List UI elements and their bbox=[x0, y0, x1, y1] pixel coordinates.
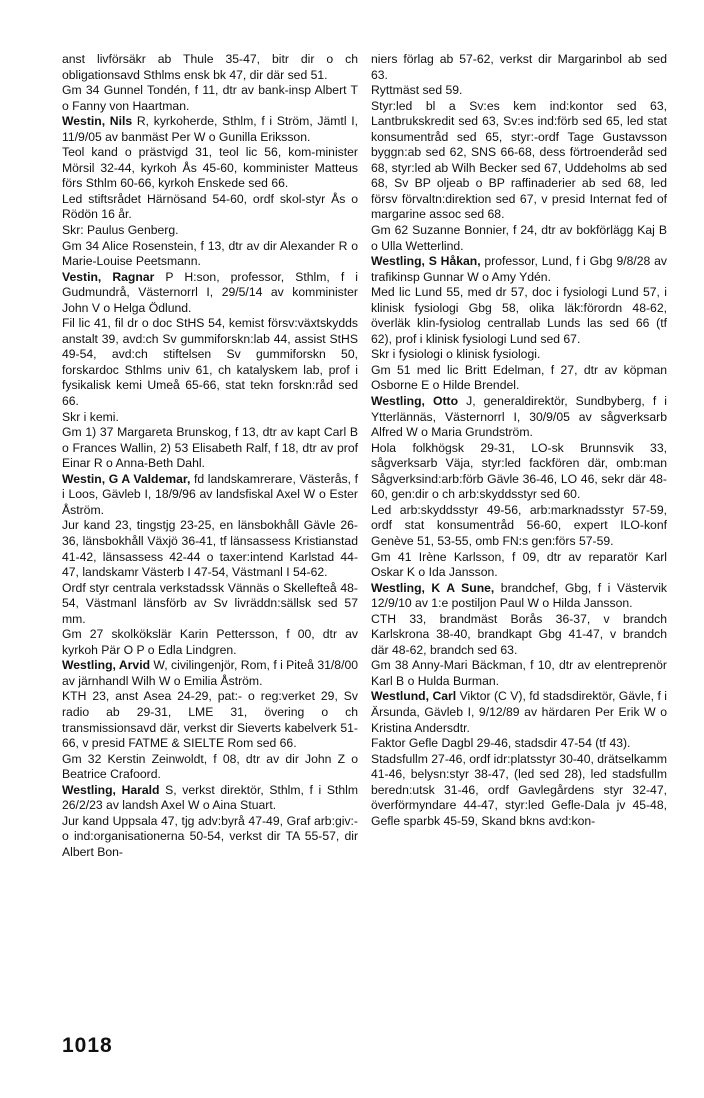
text-paragraph bbox=[371, 503, 667, 550]
entry-text: Led arb:skyddsstyr 49-56, arb:marknadsstyr 57-59, ordf stat konsumentråd 56-60, expert ILO-konf Genève 51, 53-55, omb FN:s gen:förs 57-59. bbox=[371, 502, 667, 548]
biography-entry bbox=[371, 394, 667, 441]
entry-text: anst livförsäkr ab Thule 35-47, bitr dir o ch obligationsavd Sthlms ensk bk 47, dir där sed 51. bbox=[62, 52, 358, 82]
text-paragraph bbox=[62, 518, 358, 580]
entry-text: Skr i fysiologi o klinisk fysiologi. bbox=[371, 347, 541, 362]
text-paragraph bbox=[371, 441, 667, 503]
text-paragraph bbox=[62, 316, 358, 409]
entry-text: niers förlag ab 57-62, verkst dir Margarinbol ab sed 63. bbox=[371, 52, 667, 82]
left-column bbox=[62, 52, 358, 860]
entry-name: Westling, Arvid bbox=[62, 658, 151, 673]
entry-name: Vestin, Ragnar bbox=[62, 269, 155, 284]
text-paragraph bbox=[62, 239, 358, 270]
text-paragraph bbox=[62, 52, 358, 83]
entry-text: fd landskamrerare, Västerås, f i Loos, Gävleb I, 18/9/96 av landsfiskal Axel W o Ester Åström. bbox=[62, 471, 359, 517]
entry-text: Gm 34 Gunnel Tondén, f 11, dtr av bank-insp Albert T o Fanny von Haartman. bbox=[62, 83, 358, 113]
text-paragraph bbox=[371, 736, 667, 752]
entry-text: Led stiftsrådet Härnösand 54-60, ordf skol-styr Ås o Rödön 16 år. bbox=[62, 191, 358, 222]
entry-text: Jur kand Uppsala 47, tjg adv:byrå 47-49, Graf arb:giv:- o ind:organisationerna 50-54, verkst dir TA 55-57, dir Albert Bon- bbox=[62, 813, 358, 859]
right-column bbox=[371, 52, 667, 829]
text-paragraph bbox=[371, 612, 667, 659]
entry-text: S, verkst direktör, Sthlm, f i Sthlm 26/2/23 av landsh Axel W o Aina Stuart. bbox=[62, 782, 358, 813]
text-paragraph bbox=[371, 52, 667, 83]
biography-entry bbox=[62, 472, 358, 519]
entry-text: brandchef, Gbg, f i Västervik 12/9/10 av 1:e postiljon Paul W o Hilda Jansson. bbox=[371, 580, 667, 611]
text-paragraph bbox=[62, 689, 358, 751]
entry-name: Westling, K A Sune, bbox=[371, 580, 495, 595]
text-paragraph bbox=[371, 363, 667, 394]
entry-text: Fil lic 41, fil dr o doc StHS 54, kemist försv:växtskydds anstalt 39, avd:ch Sv gummiforskn:lab 44, assist StHS 49-54, avd:ch stiftelsen Sv gummiforskn 50, forskardoc Sthlms univ 61, ch katalyskem lab, prof i fysikalisk kemi Umeå 65-66, stat tekn forskn:råd sed 66. bbox=[62, 316, 358, 409]
entry-text: Gm 38 Anny-Mari Bäckman, f 10, dtr av elentreprenör Karl B o Hulda Burman. bbox=[371, 658, 667, 688]
entry-text: Gm 41 Irène Karlsson, f 09, dtr av reparatör Karl Oskar K o Ida Jansson. bbox=[371, 549, 667, 580]
text-paragraph bbox=[62, 425, 358, 472]
entry-text: Styr:led bl a Sv:es kem ind:kontor sed 63, Lantbrukskredit sed 63, Sv:es ind:förb sed 65, led stat konsumentråd sed 65, styr:-ordf Tage Gustavsson byggn:ab sed 62, SNS 66-68, dess förtroenderåd sed 68, styr:led ab Wilh Becker sed 67, Uddeholms ab sed 68, Sv BP oljeab o BP raffinaderier ab sed 68, led försv förvaltn:direktion sed 67, v presid Internat fed of margarine assoc sed 68. bbox=[371, 98, 667, 222]
entry-text: Teol kand o prästvigd 31, teol lic 56, kom-minister Mörsil 32-44, kyrkoh Ås 45-60, komminister Matteus förs Sthlm 60-66, kyrkoh Enskede sed 66. bbox=[62, 145, 358, 191]
text-paragraph bbox=[62, 581, 358, 628]
biography-entry bbox=[371, 689, 667, 736]
text-paragraph bbox=[62, 145, 358, 192]
entry-text: W, civilingenjör, Rom, f i Piteå 31/8/00 av järnhandl Wilh W o Emilia Åström. bbox=[62, 658, 359, 688]
text-paragraph bbox=[371, 83, 667, 99]
text-paragraph bbox=[62, 814, 358, 861]
entry-text: Gm 62 Suzanne Bonnier, f 24, dtr av bokförlägg Kaj B o Ulla Wetterlind. bbox=[371, 223, 667, 253]
entry-text: Skr i kemi. bbox=[62, 409, 119, 424]
biography-entry bbox=[371, 581, 667, 612]
entry-text: P H:son, professor, Sthlm, f i Gudmundrå, Västernorrl I, 29/5/14 av komminister John V o Helga Ödlund. bbox=[62, 269, 358, 315]
entry-text: Jur kand 23, tingstjg 23-25, en länsbokhåll Gävle 26-36, länsbokhåll Växjö 36-41, tf länsassess Kristianstad 41-42, länsassess 42-44 o taxer:intend Karlstad 44-47, landskamr Västerb I 47-54, Västmanl I 54-62. bbox=[62, 518, 358, 580]
text-paragraph bbox=[371, 658, 667, 689]
entry-text: CTH 33, brandmäst Borås 36-37, v brandch Karlskrona 38-40, brandkapt Gbg 41-47, v brandch där 48-62, brandch sed 63. bbox=[371, 611, 667, 657]
entry-name: Westlund, Carl bbox=[371, 689, 457, 704]
text-paragraph bbox=[371, 285, 667, 347]
entry-text: Stadsfullm 27-46, ordf idr:platsstyr 30-40, drätselkamm 41-46, belysn:styr 38-47, (led sed 28), led stadsfullm beredn:utsk 31-46, ordf Gavlegårdens styr 32-47, överförmyndare 44-47, styr:led Gefle-Dala jv 45-48, Gefle sparbk 45-59, Skand bkns avd:kon- bbox=[371, 751, 668, 828]
entry-text: KTH 23, anst Asea 24-29, pat:- o reg:verket 29, Sv radio ab 29-31, LME 31, övering o ch transmissionsavd där, verkst dir Sieverts kabelverk 51-66, v presid FATME & SIELTE Rom sed 66. bbox=[62, 689, 358, 751]
text-paragraph bbox=[371, 752, 667, 830]
entry-name: Westling, Otto bbox=[371, 394, 459, 409]
entry-text: Viktor (C V), fd stadsdirektör, Gävle, f i Ärsunda, Gävleb I, 9/12/89 av härdaren Per Erik W o Kristina Andersdtr. bbox=[371, 689, 667, 735]
text-paragraph bbox=[371, 550, 667, 581]
entry-text: Gm 51 med lic Britt Edelman, f 27, dtr av köpman Osborne E o Hilde Brendel. bbox=[371, 362, 667, 393]
entry-text: Gm 32 Kerstin Zeinwoldt, f 08, dtr av dir John Z o Beatrice Crafoord. bbox=[62, 751, 358, 782]
entry-text: Med lic Lund 55, med dr 57, doc i fysiologi Lund 57, i klinisk fysiologi Gbg 58, olika läk:förordn 48-62, överläk klin-fysiolog centrallab Lunds las sed 66 (tf 62), prof i klinisk fysiologi Lund sed 67. bbox=[371, 285, 667, 346]
text-paragraph bbox=[371, 99, 667, 223]
biography-entry bbox=[62, 114, 358, 145]
entry-text: Faktor Gefle Dagbl 29-46, stadsdir 47-54 (tf 43). bbox=[371, 736, 631, 751]
entry-text: Gm 34 Alice Rosenstein, f 13, dtr av dir Alexander R o Marie-Louise Peetsmann. bbox=[62, 238, 358, 269]
entry-name: Westling, Harald bbox=[62, 782, 160, 797]
entry-text: Ordf styr centrala verkstadssk Vännäs o Skellefteå 48-54, Västmanl länsförb av Sv livräddn:sällsk sed 57 mm. bbox=[62, 580, 358, 626]
text-paragraph bbox=[62, 223, 358, 239]
entry-text: Hola folkhögsk 29-31, LO-sk Brunnsvik 33, sågverksarb Väja, styr:led fackfören där, omb:man Sågverksind:arb:förb Gävle 36-46, LO 46, sekr där 48-60, gen:dir o ch arb:skyddsstyr sed 60. bbox=[371, 440, 667, 502]
biography-entry bbox=[62, 270, 358, 317]
text-paragraph bbox=[62, 752, 358, 783]
entry-text: Ryttmäst sed 59. bbox=[371, 83, 463, 98]
biography-entry bbox=[371, 254, 667, 285]
entry-text: Gm 1) 37 Margareta Brunskog, f 13, dtr av kapt Carl B o Frances Wallin, 2) 53 Elisabeth Ralf, f 18, dtr av prof Einar R o Anna-Beth Dahl. bbox=[62, 425, 358, 471]
entry-name: Westling, S Håkan, bbox=[371, 254, 481, 269]
biography-entry bbox=[62, 658, 358, 689]
text-paragraph bbox=[62, 83, 358, 114]
text-paragraph bbox=[62, 627, 358, 658]
entry-text: J, generaldirektör, Sundbyberg, f i Ytterlännäs, Västernorrl I, 30/9/05 av sågverksarb Alfred W o Maria Grundström. bbox=[371, 394, 667, 440]
page-number: 1018 bbox=[62, 1034, 113, 1057]
entry-name: Westin, G A Valdemar, bbox=[62, 471, 191, 486]
entry-text: Gm 27 skolkökslär Karin Pettersson, f 00, dtr av kyrkoh Pär O P o Edla Lindgren. bbox=[62, 627, 358, 657]
entry-text: professor, Lund, f i Gbg 9/8/28 av trafikinsp Gunnar W o Amy Ydén. bbox=[371, 254, 667, 284]
biography-entry bbox=[62, 783, 358, 814]
entry-text: R, kyrkoherde, Sthlm, f i Ström, Jämtl I, 11/9/05 av banmäst Per W o Gunilla Eriksson. bbox=[62, 114, 358, 144]
entry-name: Westin, Nils bbox=[62, 114, 133, 129]
text-paragraph bbox=[62, 410, 358, 426]
text-paragraph bbox=[371, 347, 667, 363]
text-paragraph bbox=[371, 223, 667, 254]
entry-text: Skr: Paulus Genberg. bbox=[62, 223, 179, 238]
text-paragraph bbox=[62, 192, 358, 223]
